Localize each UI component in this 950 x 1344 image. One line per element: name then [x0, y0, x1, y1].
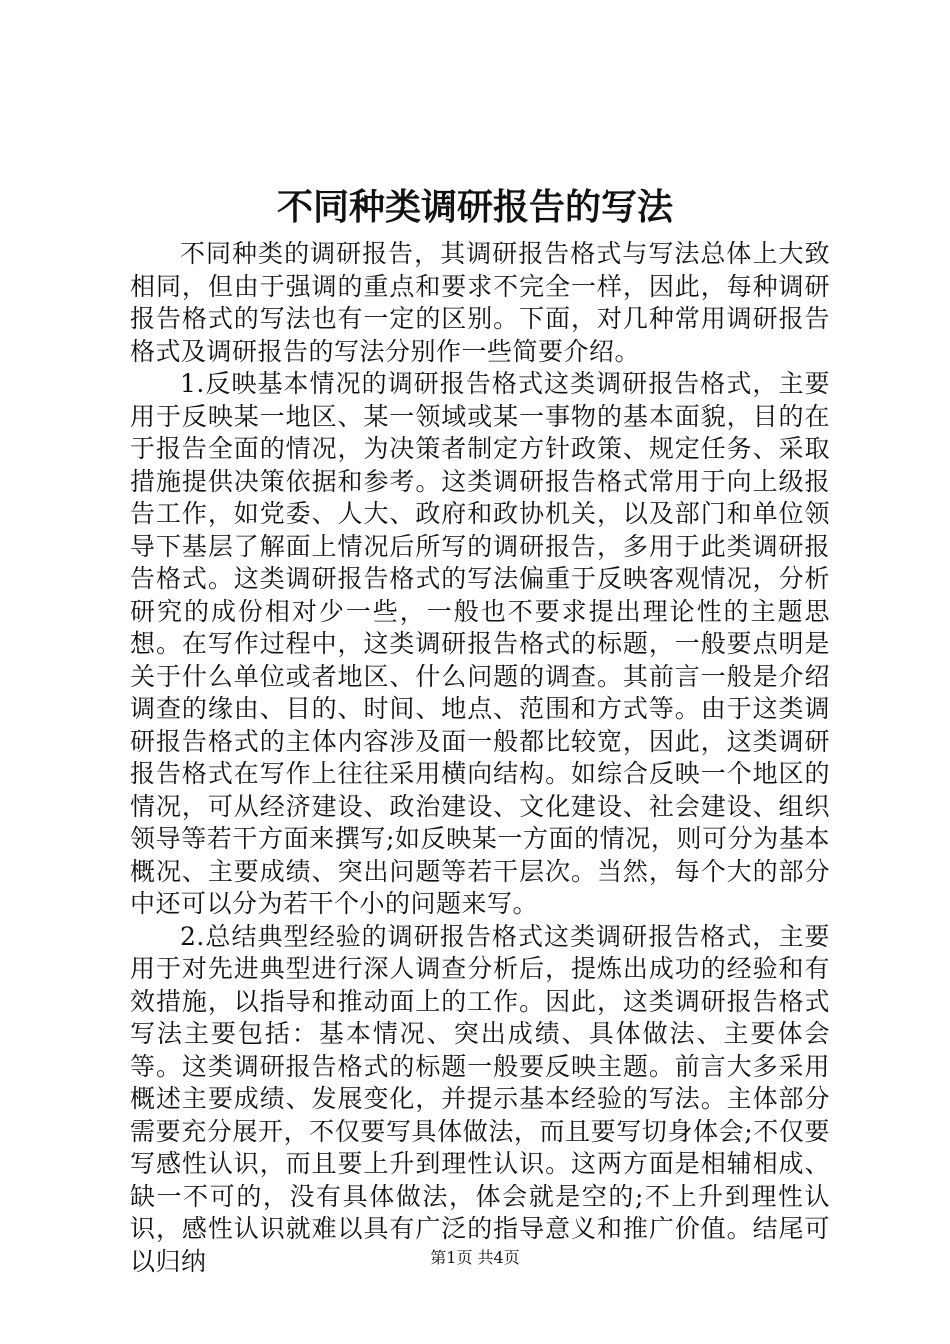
paragraph-intro: 不同种类的调研报告，其调研报告格式与写法总体上大致相同，但由于强调的重点和要求不完全一样，因此，每种调研报告格式的写法也有一定的区别。下面，对几种常用调研报告格式及调研报告的写法分别作一些简要介绍。 — [130, 239, 830, 366]
document-title: 不同种类调研报告的写法 — [276, 186, 673, 228]
paragraph-section-2: 2.总结典型经验的调研报告格式这类调研报告格式，主要用于对先进典型进行深人调查分析后，提炼出成功的经验和有效措施，以指导和推动面上的工作。因此，这类调研报告格式写法主要包括：基本情况、突出成绩、具体做法、主要体会等。这类调研报告格式的标题一般要反映主题。前言大多采用概述主要成绩、发展变化，并提示基本经验的写法。主体部分需要充分展开，不仅要写具体做法，而且要写切身体会;不仅要写感性认识，而且要上升到理性认识。这两方面是相辅相成、缺一不可的，没有具体做法，体会就是空的;不上升到理性认识，感性认识就难以具有广泛的指导意义和推广价值。结尾可以归纳 — [130, 921, 830, 1276]
document-body — [130, 238, 830, 1278]
page-number-footer: 第1页 共4页 — [430, 1248, 520, 1267]
paragraph-section-1: 1.反映基本情况的调研报告格式这类调研报告格式，主要用于反映某一地区、某一领域或某一事物的基本面貌，目的在于报告全面的情况，为决策者制定方针政策、规定任务、采取措施提供决策依据和参考。这类调研报告格式常用于向上级报告工作，如党委、人大、政府和政协机关，以及部门和单位领导下基层了解面上情况后所写的调研报告，多用于此类调研报告格式。这类调研报告格式的写法偏重于反映客观情况，分析研究的成份相对少一些，一般也不要求提出理论性的主题思想。在写作过程中，这类调研报告格式的标题，一般要点明是关于什么单位或者地区、什么问题的调查。其前言一般是介绍调查的缘由、目的、时间、地点、范围和方式等。由于这类调研报告格式的主体内容涉及面一般都比较宽，因此，这类调研报告格式在写作上往往采用横向结构。如综合反映一个地区的情况，可从经济建设、政治建设、文化建设、社会建设、组织领导等若干方面来撰写;如反映某一方面的情况，则可分为基本概况、主要成绩、突出问题等若干层次。当然，每个大的部分中还可以分为若干个小的问题来写。 — [130, 369, 830, 918]
